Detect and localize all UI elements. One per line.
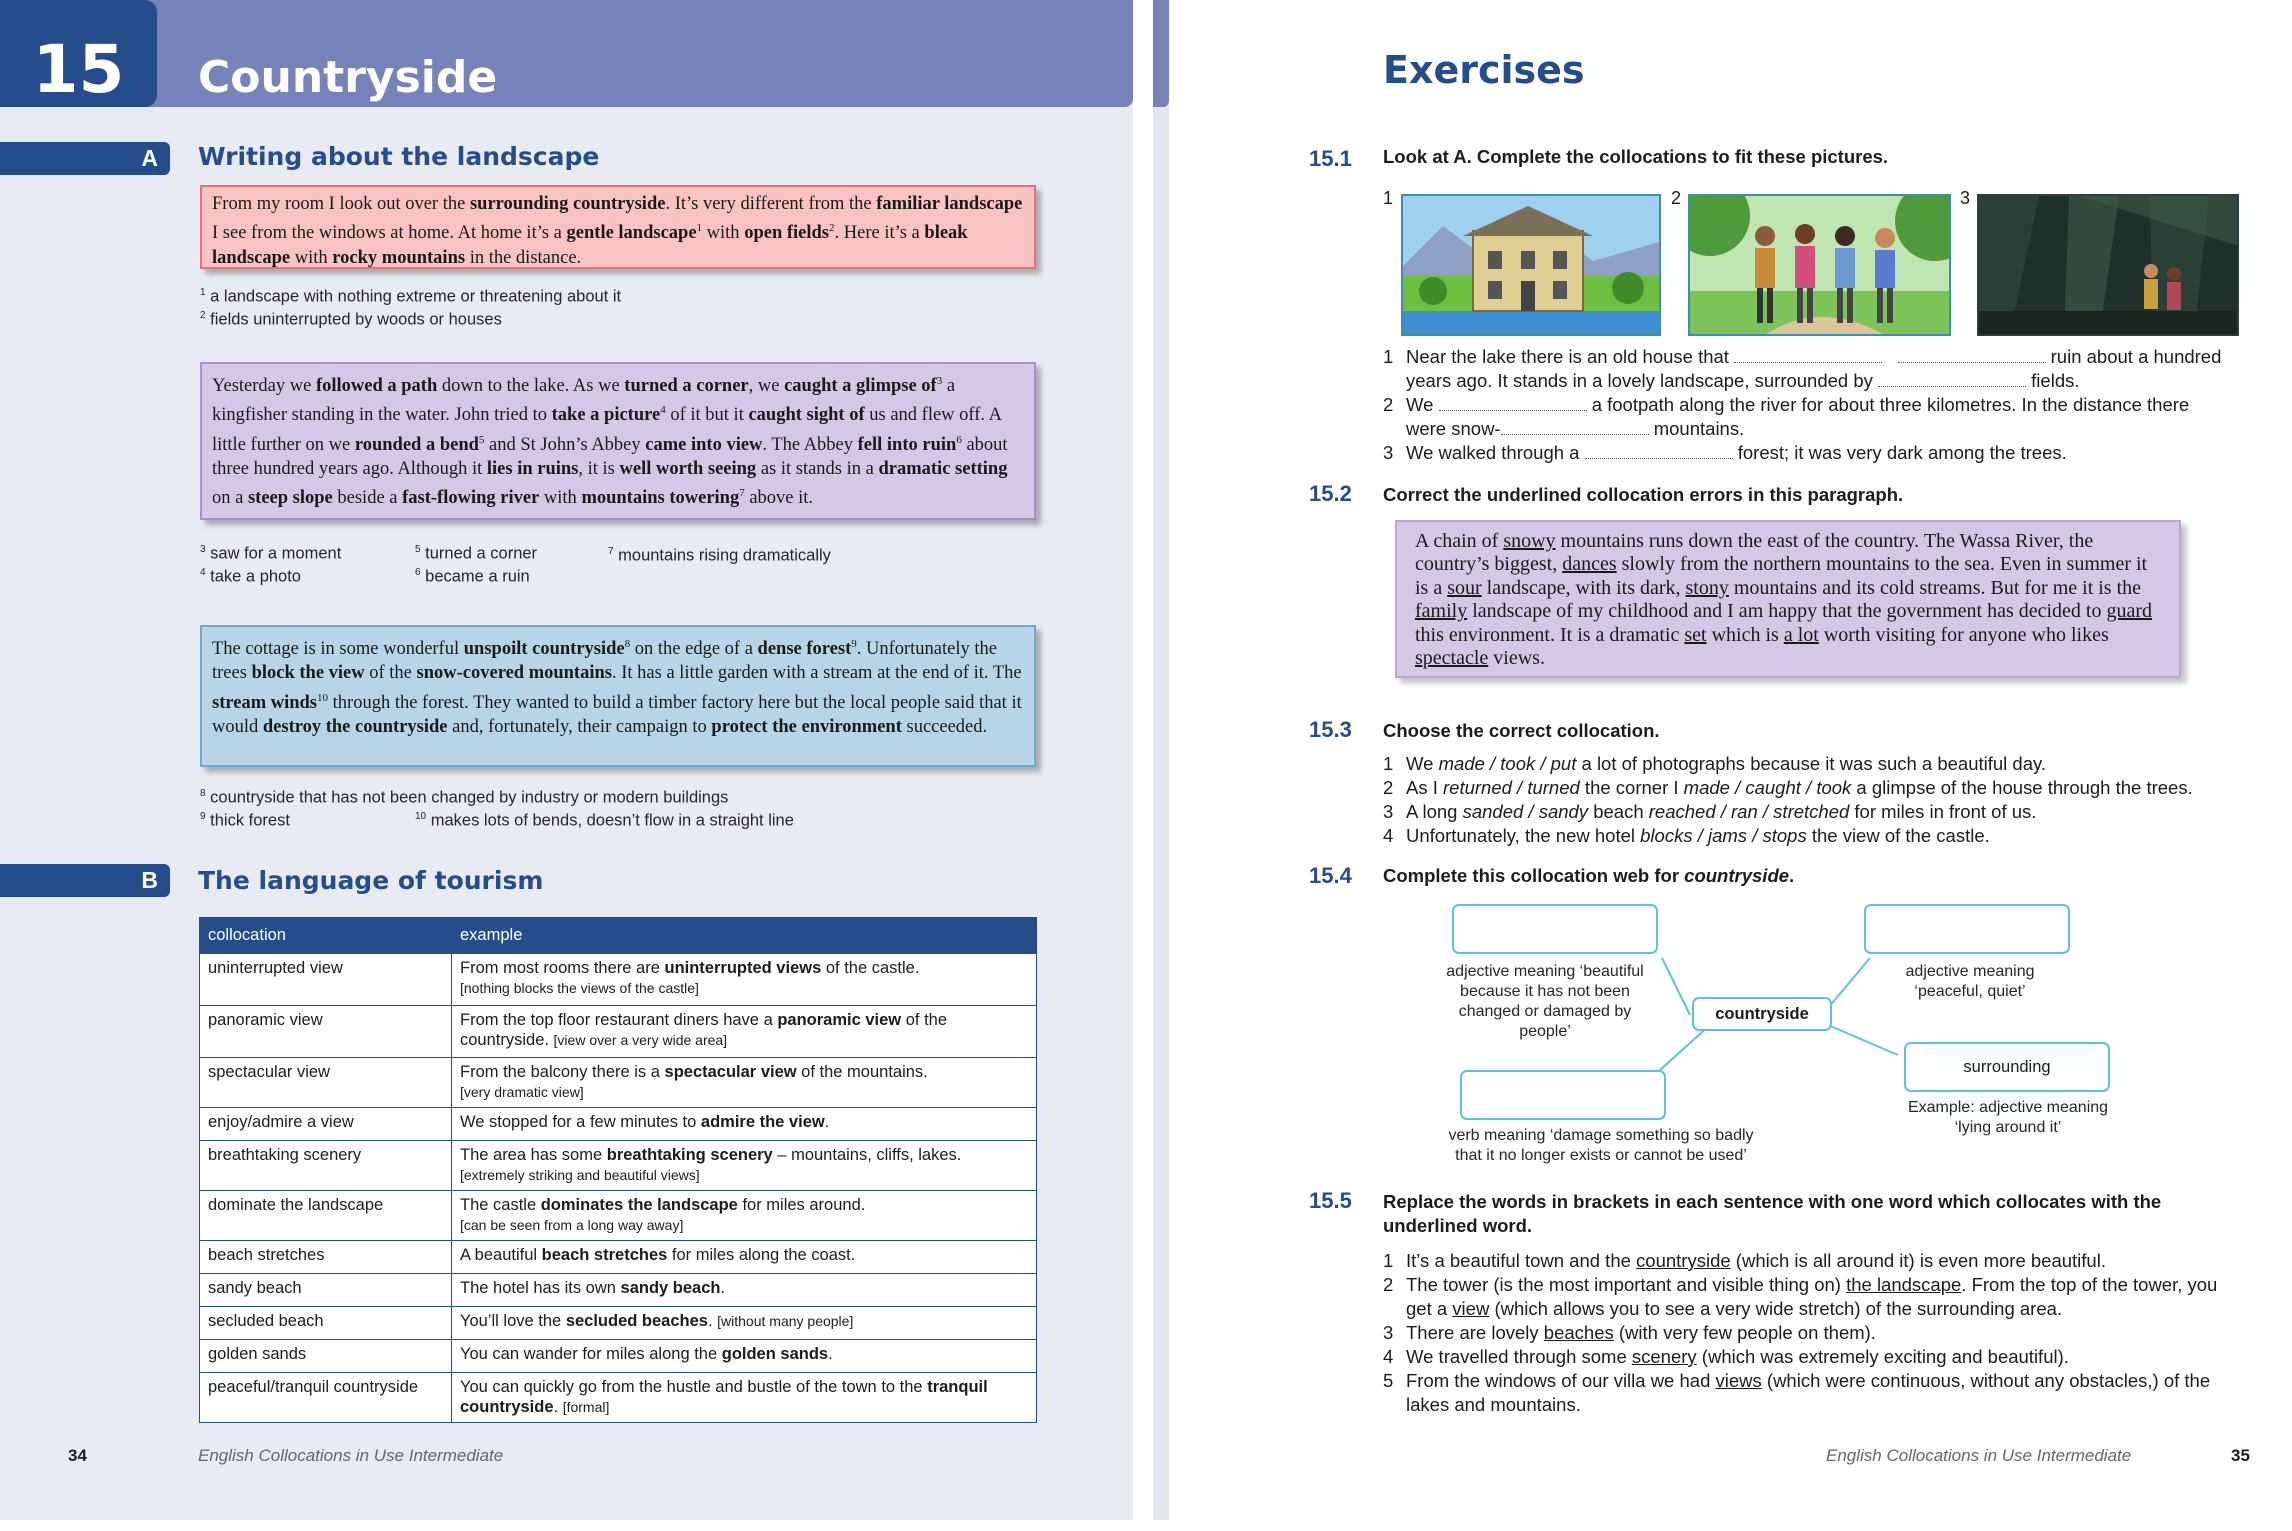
collocation-cell: panoramic view: [200, 1006, 452, 1058]
exercise-15-1-instruction: Look at A. Complete the collocations to fit these pictures.: [1383, 146, 1889, 167]
footnote-8: $^8$ countryside that has not been changed by industry or modern buildings: [200, 788, 729, 807]
exercise-15-3-instruction: Choose the correct collocation.: [1383, 720, 1660, 741]
item-number: 2: [1383, 1274, 1394, 1295]
web-label-bottom-right: Example: adjective meaning ‘lying around it’: [1907, 1099, 2109, 1136]
item-number: 1: [1383, 1250, 1394, 1271]
left-page-number: 34: [68, 1446, 87, 1465]
right-footer-title: English Collocations in Use Intermediate: [1826, 1446, 2132, 1465]
collocation-cell: secluded beach: [200, 1307, 452, 1340]
text-box-1: From my room I look out over the surrounding countryside. It’s very different from the familiar landscape I see from the windows at home. At home it’s a gentle landscape$^1$ with open fields$^2$. Here it’s a bleak landscape with rocky mountains in the distance.: [200, 185, 1036, 269]
example-cell: From the top floor restaurant diners have a panoramic view of the countryside. [view over a very wide area]: [452, 1006, 1037, 1058]
answer-box-bottom-left[interactable]: [1460, 1070, 1666, 1120]
item-number: 4: [1383, 1346, 1394, 1367]
collocation-cell: enjoy/admire a view: [200, 1108, 452, 1141]
unit-number: 15: [0, 0, 157, 107]
exercise-15-5-item-2: [1383, 1273, 2223, 1321]
footnote-2: $^2$ fields uninterrupted by woods or houses: [200, 310, 502, 329]
item-number: 3: [1383, 801, 1394, 822]
section-a-heading: Writing about the landscape: [198, 142, 600, 171]
item-text: We walked through a forest; it was very dark among the trees.: [1406, 442, 2067, 463]
header-tab: [1153, 0, 1169, 107]
item-text: From the windows of our villa we had views (which were continuous, without any obstacles,) of the lakes and mountains.: [1406, 1370, 2211, 1415]
exercise-15-3-number: 15.3: [1309, 717, 1352, 742]
example-cell: A beautiful beach stretches for miles along the coast.: [452, 1241, 1037, 1274]
answer-blank[interactable]: [1878, 373, 2026, 387]
exercise-15-5-item-4: [1383, 1345, 2223, 1369]
text-box-3: The cottage is in some wonderful unspoilt countryside$^8$ on the edge of a dense forest$^9$. Unfortunately the trees block the view of the snow-covered mountains. It has a little garden with a stream at the end of it. The stream winds$^{10}$ through the forest. They wanted to build a timber factory here but the local people said that it would destroy the countryside and, fortunately, their campaign to protect the environment succeeded.: [200, 625, 1036, 767]
collocation-cell: peaceful/tranquil countryside: [200, 1373, 452, 1423]
answer-blank[interactable]: [1898, 349, 2046, 363]
item-text: A long sanded / sandy beach reached / ran / stretched for miles in front of us.: [1406, 801, 2037, 822]
item-text: There are lovely beaches (with very few people on them).: [1406, 1322, 1876, 1343]
table-row: [200, 1141, 1037, 1191]
footnote-3: $^3$ saw for a moment: [200, 544, 342, 563]
web-label-top-left: adjective meaning ‘beautiful because it has not been changed or damaged by people’: [1446, 963, 1644, 1040]
table-row: [200, 1058, 1037, 1108]
picture-label-1: 1: [1383, 188, 1394, 208]
collocation-cell: dominate the landscape: [200, 1191, 452, 1241]
answer-box-top-left[interactable]: [1452, 904, 1658, 954]
exercise-15-4-number: 15.4: [1309, 863, 1352, 888]
exercise-15-1-item-3: [1383, 441, 2223, 465]
item-text: It’s a beautiful town and the countryside (which is all around it) is even more beautiful.: [1406, 1250, 2106, 1271]
collocation-cell: sandy beach: [200, 1274, 452, 1307]
web-box-surrounding: surrounding: [1904, 1042, 2110, 1092]
item-text: Near the lake there is an old house that ruin about a hundred years ago. It stands in a lovely landscape, surrounded by fields.: [1406, 346, 2222, 391]
answer-blank[interactable]: [1501, 421, 1649, 435]
item-text: As I returned / turned the corner I made / caught / took a glimpse of the house through the trees.: [1406, 777, 2193, 798]
table-row: [200, 1340, 1037, 1373]
exercise-15-3-item-3: [1383, 800, 2223, 824]
table-row: [200, 1307, 1037, 1340]
table-row: [200, 1373, 1037, 1423]
collocation-cell: uninterrupted view: [200, 954, 452, 1006]
table-row: [200, 1191, 1037, 1241]
example-cell: From most rooms there are uninterrupted views of the castle. [nothing blocks the views of the castle]: [452, 954, 1037, 1006]
text-box-2: Yesterday we followed a path down to the lake. As we turned a corner, we caught a glimpse $of^3$ a kingfisher standing in the water. John tried to take a picture$^4$ of it but it caught sight of us and flew off. A little further on we rounded a bend$^5$ and St John’s Abbey came into view. The Abbey fell into ruin$^6$ about three hundred years ago. Although it lies in ruins, it is well worth seeing as it stands in a dramatic setting on a steep slope beside a fast-flowing river with mountains towering$^7$ above it.: [200, 362, 1036, 520]
footnote-4: $^4$ take a photo: [200, 567, 301, 586]
unit-header-bar: [0, 0, 1133, 107]
picture-label-3: 3: [1960, 188, 1971, 208]
collocation-web: [1420, 890, 2120, 1170]
exercise-15-5-number: 15.5: [1309, 1188, 1352, 1213]
unit-title: Countryside: [198, 52, 498, 103]
picture-dark-forest: [1977, 194, 2239, 336]
error-paragraph: A chain of snowy mountains runs down the east of the country. The Wassa River, the country’s biggest, dances slowly from the northern mountains to the sea. Even in summer it is a sour landscape, with its dark, stony mountains and its cold streams. But for me it is the family landscape of my childhood and I am happy that the government has decided to guard this environment. It is a dramatic set which is a lot worth visiting for anyone who likes spectacle views.: [1395, 520, 2181, 678]
picture-hikers: [1688, 194, 1951, 336]
example-cell: From the balcony there is a spectacular view of the mountains. [very dramatic view]: [452, 1058, 1037, 1108]
exercise-15-3-item-2: [1383, 776, 2223, 800]
collocation-table: [199, 917, 1037, 1423]
example-cell: You’ll love the secluded beaches. [without many people]: [452, 1307, 1037, 1340]
table-row: [200, 1241, 1037, 1274]
section-b-heading: The language of tourism: [198, 866, 544, 895]
item-number: 1: [1383, 346, 1394, 367]
answer-box-top-right[interactable]: [1864, 904, 2070, 954]
answer-blank[interactable]: [1439, 397, 1587, 411]
item-number: 2: [1383, 394, 1394, 415]
item-number: 4: [1383, 825, 1394, 846]
example-cell: The castle dominates the landscape for miles around. [can be seen from a long way away]: [452, 1191, 1037, 1241]
table-row: [200, 1108, 1037, 1141]
web-label-bottom-left: verb meaning ‘damage something so badly that it no longer exists or cannot be used’: [1448, 1127, 1754, 1164]
footnote-9: $^9$ thick forest: [200, 811, 290, 830]
item-text: We a footpath along the river for about three kilometres. In the distance there were snow- mountains.: [1406, 394, 2190, 439]
example-cell: You can quickly go from the hustle and bustle of the town to the tranquil countryside. [formal]: [452, 1373, 1037, 1423]
footnote-6: $^6$ became a ruin: [415, 567, 530, 586]
exercise-15-5-item-1: [1383, 1249, 2223, 1273]
exercise-15-1-item-1: [1383, 345, 2223, 393]
exercise-15-1-item-2: [1383, 393, 2223, 441]
picture-label-2: 2: [1671, 188, 1682, 208]
exercise-15-3-item-1: [1383, 752, 2223, 776]
item-text: We travelled through some scenery (which was extremely exciting and beautiful).: [1406, 1346, 2069, 1367]
exercise-15-5-item-5: [1383, 1369, 2223, 1417]
collocation-cell: golden sands: [200, 1340, 452, 1373]
footnote-7: $^7$ mountains rising dramatically: [608, 546, 831, 565]
collocation-cell: spectacular view: [200, 1058, 452, 1108]
exercise-15-5-item-3: [1383, 1321, 2223, 1345]
footnote-10: $^{10}$ makes lots of bends, doesn’t flow in a straight line: [415, 811, 794, 830]
section-b-marker: B: [0, 864, 170, 897]
item-text: The tower (is the most important and visible thing on) the landscape. From the top of the tower, you get a view (which allows you to see a very wide stretch) of the surrounding area.: [1406, 1274, 2218, 1319]
example-cell: You can wander for miles along the golden sands.: [452, 1340, 1037, 1373]
web-label-top-right: adjective meaning ‘peaceful, quiet’: [1905, 963, 2035, 1000]
item-text: Unfortunately, the new hotel blocks / jams / stops the view of the castle.: [1406, 825, 1990, 846]
table-row: [200, 954, 1037, 1006]
item-number: 5: [1383, 1370, 1394, 1391]
exercise-15-2-instruction: Correct the underlined collocation errors in this paragraph.: [1383, 484, 1904, 505]
item-number: 3: [1383, 1322, 1394, 1343]
footnote-1: $^1$ a landscape with nothing extreme or threatening about it: [200, 287, 622, 306]
left-footer-title: English Collocations in Use Intermediate: [198, 1446, 504, 1465]
section-a-marker: A: [0, 142, 170, 175]
answer-blank[interactable]: [1585, 445, 1733, 459]
page-gutter: [1133, 0, 1153, 1531]
example-cell: The area has some breathtaking scenery – mountains, cliffs, lakes. [extremely striking and beautiful views]: [452, 1141, 1037, 1191]
exercise-15-2-number: 15.2: [1309, 481, 1352, 506]
table-row: [200, 1274, 1037, 1307]
exercise-15-5-instruction: Replace the words in brackets in each sentence with one word which collocates with the underlined word.: [1383, 1191, 2162, 1236]
exercise-15-3-item-4: [1383, 824, 2223, 848]
right-page-number: 35: [2231, 1446, 2250, 1465]
collocation-cell: beach stretches: [200, 1241, 452, 1274]
item-number: 3: [1383, 442, 1394, 463]
answer-blank[interactable]: [1734, 349, 1882, 363]
exercise-15-4-instruction: Complete this collocation web for countryside.: [1383, 865, 1795, 886]
column-header-collocation: collocation: [200, 918, 452, 954]
picture-old-house: [1401, 194, 1661, 336]
column-header-example: example: [452, 918, 1037, 954]
exercises-heading: Exercises: [1383, 48, 1585, 92]
footnote-5: $^5$ turned a corner: [415, 544, 538, 563]
example-cell: We stopped for a few minutes to admire the view.: [452, 1108, 1037, 1141]
table-row: [200, 1006, 1037, 1058]
example-cell: The hotel has its own sandy beach.: [452, 1274, 1037, 1307]
collocation-cell: breathtaking scenery: [200, 1141, 452, 1191]
item-number: 1: [1383, 753, 1394, 774]
item-number: 2: [1383, 777, 1394, 798]
item-text: We made / took / put a lot of photographs because it was such a beautiful day.: [1406, 753, 2047, 774]
exercise-15-1-number: 15.1: [1309, 146, 1352, 171]
right-page-edge: [1153, 0, 1169, 1520]
web-centre-countryside: countryside: [1692, 997, 1832, 1031]
